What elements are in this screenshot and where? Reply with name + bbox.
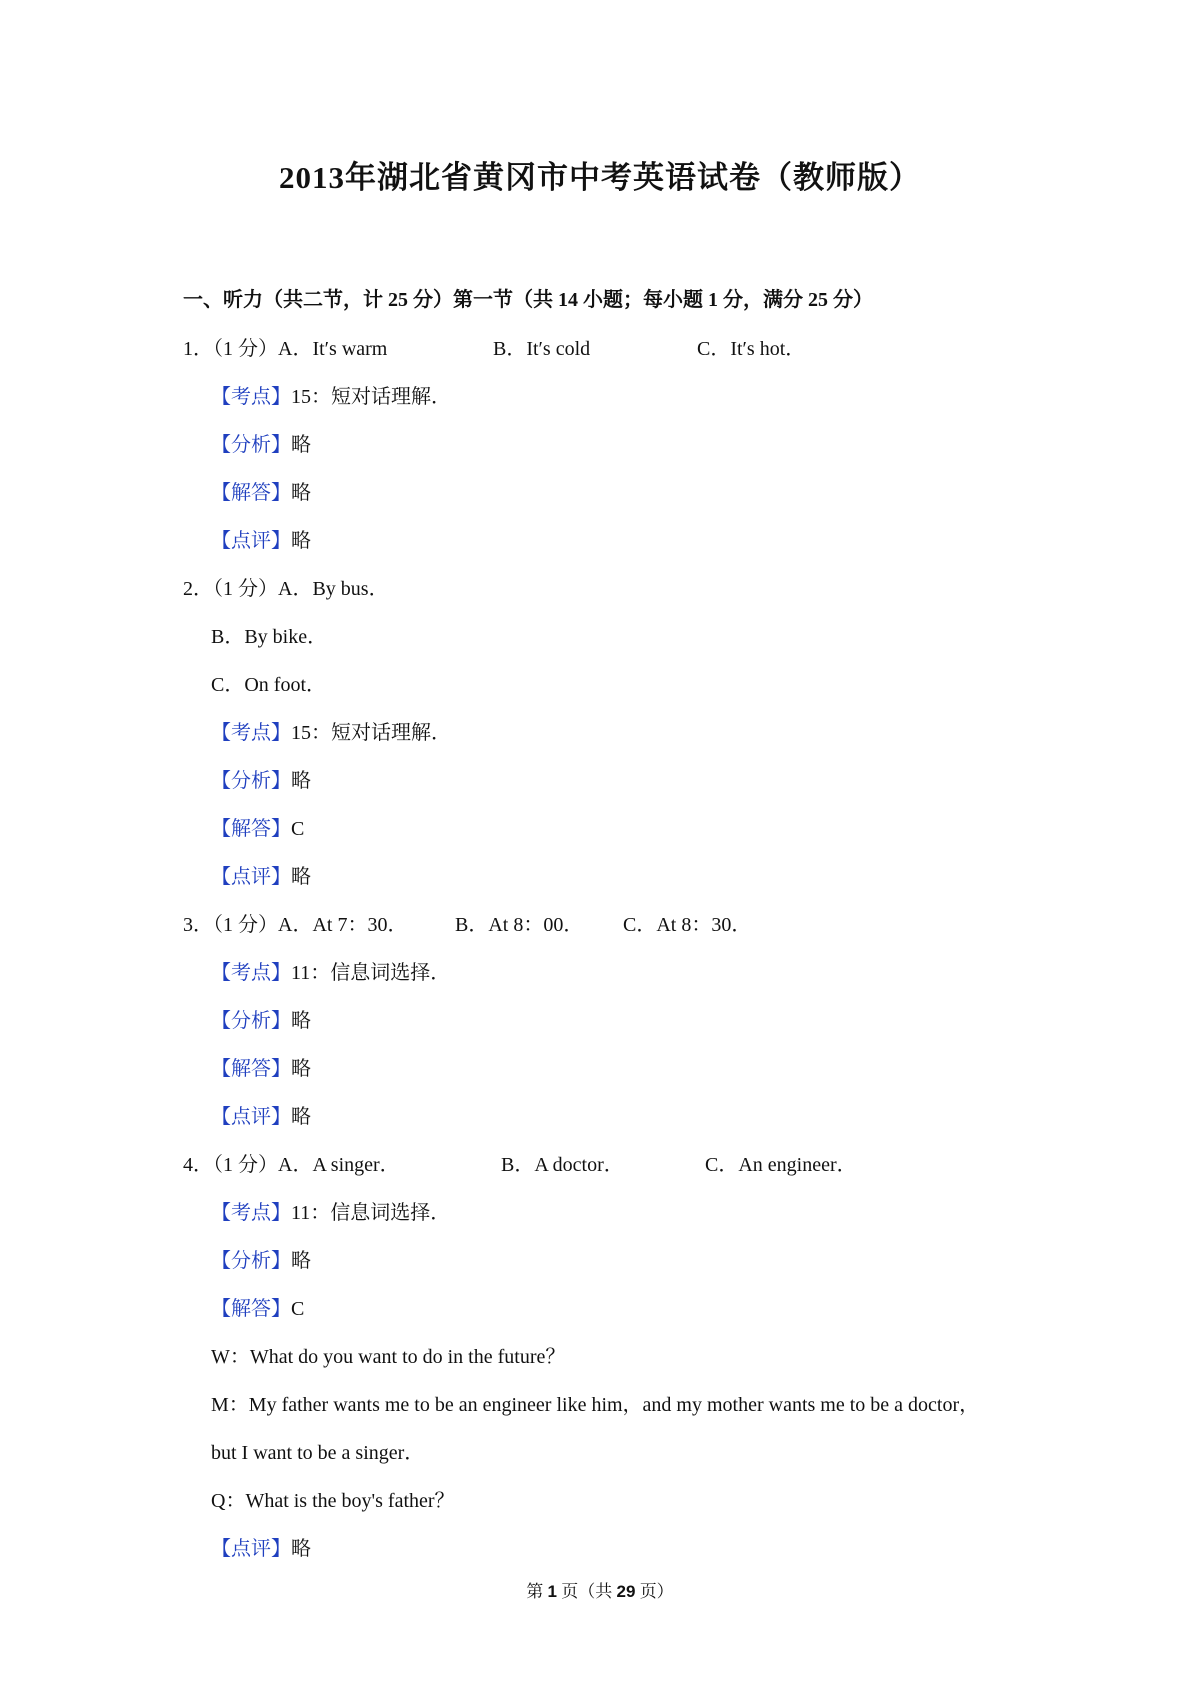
question-4-stem: 4．（1 分）A．A singer． <box>183 1154 400 1176</box>
kaodian-tag: 【考点】 <box>211 722 291 744</box>
footer-middle: 页（共 <box>557 1582 617 1601</box>
question-2-fenxi <box>211 764 311 793</box>
dianping-tag: 【点评】 <box>211 530 291 552</box>
question-3-kaodian <box>211 956 450 985</box>
question-3-option-c: C．At 8：30． <box>623 914 752 936</box>
fenxi-text: 略 <box>291 770 311 792</box>
dianping-tag: 【点评】 <box>211 866 291 888</box>
question-1-option-c: C．It′s hot． <box>697 338 806 360</box>
question-4-kaodian <box>211 1196 450 1225</box>
question-1-kaodian <box>211 380 451 409</box>
kaodian-text: 15：短对话理解． <box>291 386 451 408</box>
question-4-option-b: B．A doctor． <box>501 1154 624 1176</box>
page-footer <box>0 1577 1200 1602</box>
question-2-dianping <box>211 860 311 889</box>
question-1-fenxi <box>211 428 311 457</box>
kaodian-text: 15：短对话理解． <box>291 722 451 744</box>
fenxi-text: 略 <box>291 1010 311 1032</box>
question-2-option-b: B．By bike． <box>211 626 328 648</box>
fenxi-text: 略 <box>291 434 311 456</box>
fenxi-tag: 【分析】 <box>211 434 291 456</box>
question-4-option-c: C．An engineer． <box>705 1154 857 1176</box>
question-1-stem: 1．（1 分）A．It′s warm <box>183 338 388 360</box>
fenxi-tag: 【分析】 <box>211 1250 291 1272</box>
question-4 <box>183 1148 857 1177</box>
fenxi-text: 略 <box>291 1250 311 1272</box>
kaodian-tag: 【考点】 <box>211 962 291 984</box>
question-3-fenxi <box>211 1004 311 1033</box>
question-3-stem: 3．（1 分）A．At 7：30． <box>183 914 408 936</box>
transcript-line: M：My father wants me to be an engineer like him，and my mother wants me to be a doctor， <box>211 1394 980 1416</box>
jieda-text: C <box>291 1298 305 1320</box>
dianping-text: 略 <box>291 530 311 552</box>
dianping-text: 略 <box>291 1538 311 1560</box>
question-1-dianping <box>211 524 311 553</box>
transcript-line: but I want to be a singer． <box>211 1442 425 1464</box>
question-2-jieda <box>211 812 304 841</box>
document-title: 2013年湖北省黄冈市中考英语试卷（教师版） <box>279 160 921 195</box>
section-heading: 一、听力（共二节，计 25 分）第一节（共 14 小题；每小题 1 分，满分 25 分） <box>183 289 873 311</box>
jieda-tag: 【解答】 <box>211 1298 291 1320</box>
question-2 <box>183 572 389 601</box>
jieda-text: 略 <box>291 482 311 504</box>
question-3 <box>183 908 752 937</box>
dianping-text: 略 <box>291 866 311 888</box>
kaodian-text: 11：信息词选择． <box>291 1202 451 1224</box>
footer-suffix: 页） <box>635 1582 674 1601</box>
question-1-option-b: B．It′s cold <box>493 338 591 360</box>
question-3-option-b: B．At 8：00． <box>455 914 584 936</box>
footer-prefix: 第 <box>526 1582 548 1601</box>
question-2-kaodian <box>211 716 451 745</box>
dianping-text: 略 <box>291 1106 311 1128</box>
question-3-jieda <box>211 1052 311 1081</box>
jieda-text: 略 <box>291 1058 311 1080</box>
kaodian-tag: 【考点】 <box>211 1202 291 1224</box>
transcript-line: W：What do you want to do in the future？ <box>211 1346 566 1368</box>
question-4-jieda <box>211 1292 304 1321</box>
dianping-tag: 【点评】 <box>211 1538 291 1560</box>
kaodian-text: 11：信息词选择． <box>291 962 451 984</box>
jieda-tag: 【解答】 <box>211 482 291 504</box>
question-2-option-c: C．On foot． <box>211 674 326 696</box>
question-3-dianping <box>211 1100 311 1129</box>
transcript-line: Q：What is the boy's father？ <box>211 1490 455 1512</box>
question-1-jieda <box>211 476 311 505</box>
question-4-dianping <box>211 1532 311 1561</box>
question-2-stem: 2．（1 分）A．By bus． <box>183 578 389 600</box>
jieda-text: C <box>291 818 305 840</box>
fenxi-tag: 【分析】 <box>211 770 291 792</box>
dianping-tag: 【点评】 <box>211 1106 291 1128</box>
jieda-tag: 【解答】 <box>211 818 291 840</box>
jieda-tag: 【解答】 <box>211 1058 291 1080</box>
footer-total-pages: 29 <box>616 1582 636 1601</box>
kaodian-tag: 【考点】 <box>211 386 291 408</box>
footer-page-number: 1 <box>547 1582 558 1601</box>
question-1 <box>183 332 806 361</box>
fenxi-tag: 【分析】 <box>211 1010 291 1032</box>
question-4-fenxi <box>211 1244 311 1273</box>
